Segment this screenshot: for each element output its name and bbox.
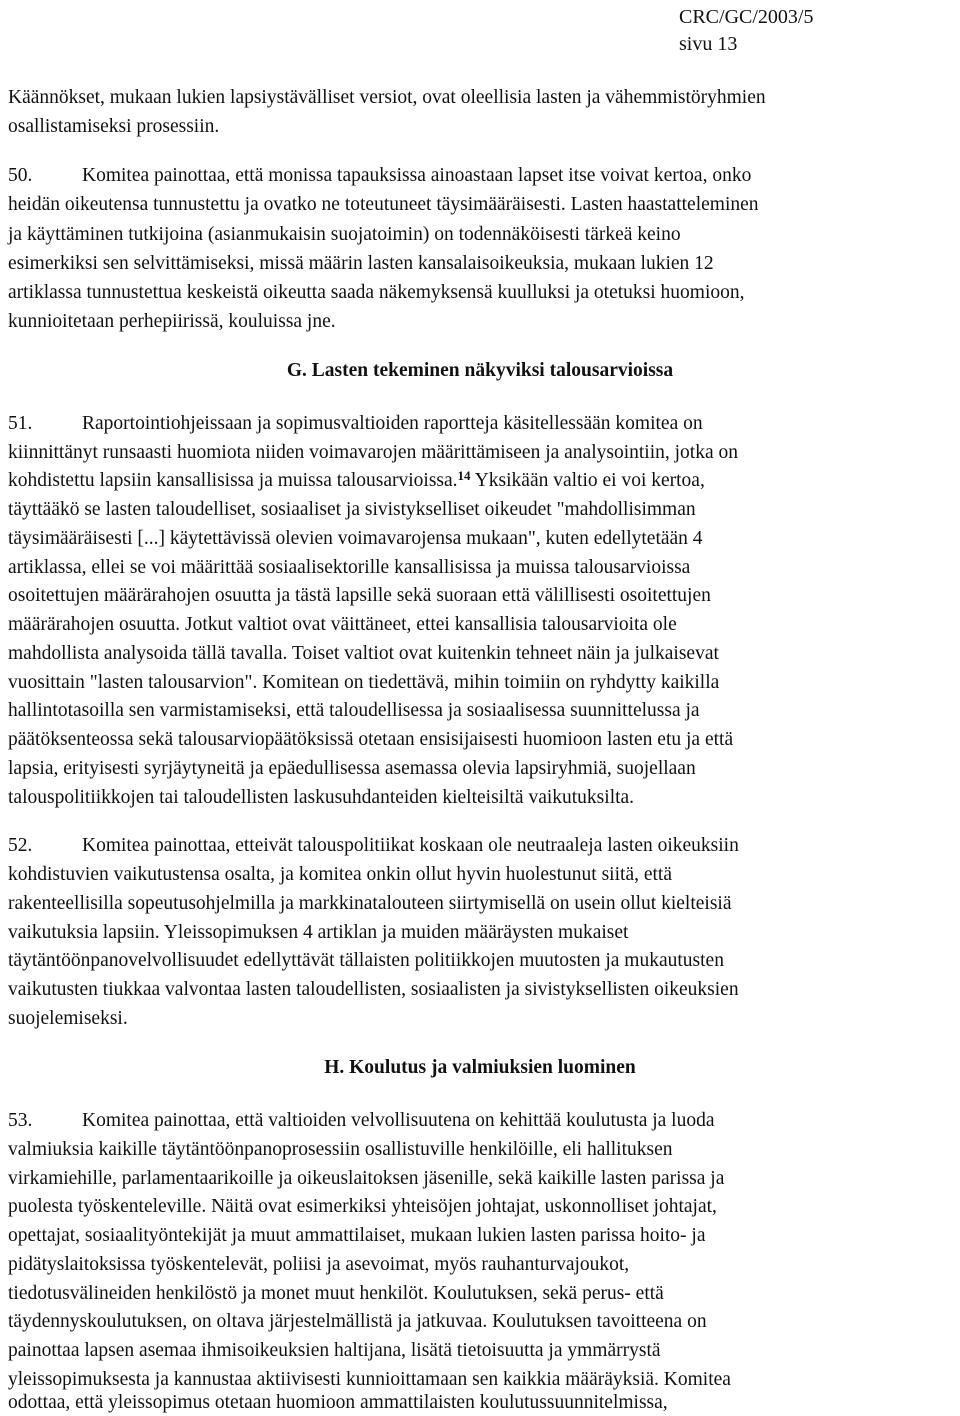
paragraph-51-line: kiinnittänyt runsaasti huomiota niiden voimavarojen määrittämiseen ja analysointiin, jotka on: [8, 442, 739, 463]
section-heading-h: H. Koulutus ja valmiuksien luominen: [324, 1057, 636, 1078]
intro-line: osallistamiseksi prosessiin.: [8, 116, 220, 137]
paragraph-number: 52.: [8, 835, 33, 856]
paragraph-51-line: vuosittain "lasten talousarvion". Komitean on tiedettävä, mihin toimiin on ryhdytty kaikilla: [8, 672, 720, 693]
paragraph-52-line: suojelemiseksi.: [8, 1008, 128, 1029]
paragraph-53-line: 53. Komitea painottaa, että valtioiden velvollisuutena on kehittää koulutusta ja luoda: [8, 1110, 715, 1131]
paragraph-50-line: kunnioitetaan perhepiirissä, kouluissa jne.: [8, 311, 336, 332]
footnote-reference[interactable]: 14: [457, 468, 471, 483]
document-symbol: CRC/GC/2003/5: [679, 6, 814, 28]
paragraph-51-line: täysimääräisesti [...] käytettävissä olevien voimavarojensa mukaan", kuten edellytetään 4: [8, 528, 703, 549]
paragraph-50-line: 50. Komitea painottaa, että monissa tapauksissa ainoastaan lapset itse voivat kertoa, onko: [8, 165, 752, 186]
paragraph-51-line: 51. Raportointiohjeissaan ja sopimusvaltioiden raportteja käsitellessään komitea on: [8, 413, 703, 434]
section-heading-g: G. Lasten tekeminen näkyviksi talousarvioissa: [286, 360, 674, 381]
paragraph-53-line: yleissopimuksesta ja kannustaa aktiivisesti kunnioittamaan sen kaikkia määräyksiä. Komitea: [8, 1369, 731, 1390]
paragraph-53-line: painottaa lapsen asemaa ihmisoikeuksien haltijana, lisätä tietoisuutta ja ymmärrystä: [8, 1340, 661, 1361]
paragraph-number: 53.: [8, 1110, 33, 1131]
paragraph-51-line: täyttääkö se lasten taloudelliset, sosiaaliset ja sivistykselliset oikeudet "mahdollisimman: [8, 499, 696, 520]
paragraph-51-line: lapsia, erityisesti syrjäytyneitä ja epäedullisessa asemassa olevia lapsiryhmiä, suojellaan: [8, 758, 696, 779]
paragraph-52-line: 52. Komitea painottaa, etteivät talouspolitiikat koskaan ole neutraaleja lasten oikeuksiin: [8, 835, 739, 856]
paragraph-53-line: pidätyslaitoksissa työskentelevät, poliisi ja asevoimat, myös rauhanturvajoukot,: [8, 1254, 630, 1275]
paragraph-50-line: esimerkiksi sen selvittämiseksi, missä määrin lasten kansalaisoikeuksia, mukaan lukien 12: [8, 253, 714, 274]
paragraph-51-line: talouspolitiikkojen tai taloudellisten laskusuhdanteiden kielteisiltä vaikutuksilta.: [8, 787, 635, 808]
paragraph-51-line: kohdistettu lapsiin kansallisissa ja muissa talousarvioissa.$^{14}$ Yksikään valtio ei voi kertoa,: [8, 468, 705, 491]
page-number: sivu 13: [679, 33, 738, 55]
paragraph-52-line: kohdistuvien vaikutustensa osalta, ja komitea onkin ollut hyvin huolestunut siitä, että: [8, 864, 672, 885]
paragraph-51-line: artiklassa, ellei se voi määrittää sosiaalisektorille kansallisissa ja muissa talousarvioissa: [8, 557, 691, 578]
paragraph-51-line: määrärahojen osuutta. Jotkut valtiot ovat väittäneet, ettei kansallisia talousarvioita ole: [8, 614, 677, 635]
paragraph-53-line: virkamiehille, parlamentaarikoille ja oikeuslaitoksen jäsenille, sekä kaikille lasten parissa ja: [8, 1168, 725, 1189]
paragraph-53-line: valmiuksia kaikille täytäntöönpanoprosessiin osallistuville henkilöille, eli hallituksen: [8, 1139, 673, 1160]
paragraph-53-line: puolesta työskenteleville. Näitä ovat esimerkiksi yhteisöjen johtajat, uskonnolliset johtajat,: [8, 1196, 717, 1217]
paragraph-53-line: tiedotusvälineiden henkilöstö ja monet muut henkilöt. Koulutuksen, sekä perus- että: [8, 1283, 664, 1304]
paragraph-51-line: päätöksenteossa sekä talousarviopäätöksissä otetaan ensisijaisesti huomioon lasten etu ja että: [8, 729, 734, 750]
paragraph-53-line: odottaa, että yleissopimus otetaan huomioon ammattilaisten koulutussuunnitelmissa,: [8, 1392, 668, 1413]
paragraph-51-line: osoitettujen määrärahojen osuutta ja tästä lapsille sekä suoraan että välillisesti osoitettujen: [8, 585, 711, 606]
intro-line: Käännökset, mukaan lukien lapsiystävälliset versiot, ovat oleellisia lasten ja vähemmistöryhmien: [8, 87, 766, 108]
paragraph-53-line: opettajat, sosiaalityöntekijät ja muut ammattilaiset, mukaan lukien lasten parissa hoito- ja: [8, 1225, 706, 1246]
paragraph-52-line: täytäntöönpanovelvollisuudet edellyttävät tällaisten politiikkojen muutosten ja mukautusten: [8, 950, 724, 971]
paragraph-52-line: vaikutuksia lapsiin. Yleissopimuksen 4 artiklan ja muiden määräysten mukaiset: [8, 922, 629, 943]
paragraph-50-line: artiklassa tunnustettua keskeistä oikeutta saada näkemyksensä kuulluksi ja otetuksi huomioon,: [8, 282, 745, 303]
paragraph-50-line: ja käyttäminen tutkijoina (asianmukaisin suojatoimin) on todennäköisesti tärkeä keino: [8, 224, 681, 245]
paragraph-51-line: hallintotasoilla sen varmistamiseksi, että taloudellisessa ja sosiaalisessa suunnittelussa ja: [8, 700, 700, 721]
paragraph-52-line: rakenteellisilla sopeutusohjelmilla ja markkinatalouteen siirtymisellä on usein ollut kielteisiä: [8, 893, 732, 914]
paragraph-53-line: täydennyskoulutuksen, on oltava järjestelmällistä ja jatkuvaa. Koulutuksen tavoitteena on: [8, 1311, 707, 1332]
paragraph-50-line: heidän oikeutensa tunnustettu ja ovatko ne toteutuneet täysimääräisesti. Lasten haastatteleminen: [8, 194, 759, 215]
paragraph-51-line: mahdollista analysoida tällä tavalla. Toiset valtiot ovat kuitenkin tehneet näin ja julkaisevat: [8, 643, 719, 664]
paragraph-number: 50.: [8, 165, 33, 186]
page-header: [679, 4, 813, 58]
paragraph-52-line: vaikutusten tiukkaa valvontaa lasten taloudellisten, sosiaalisten ja sivistyksellisten oikeuksien: [8, 979, 739, 1000]
paragraph-number: 51.: [8, 413, 33, 434]
